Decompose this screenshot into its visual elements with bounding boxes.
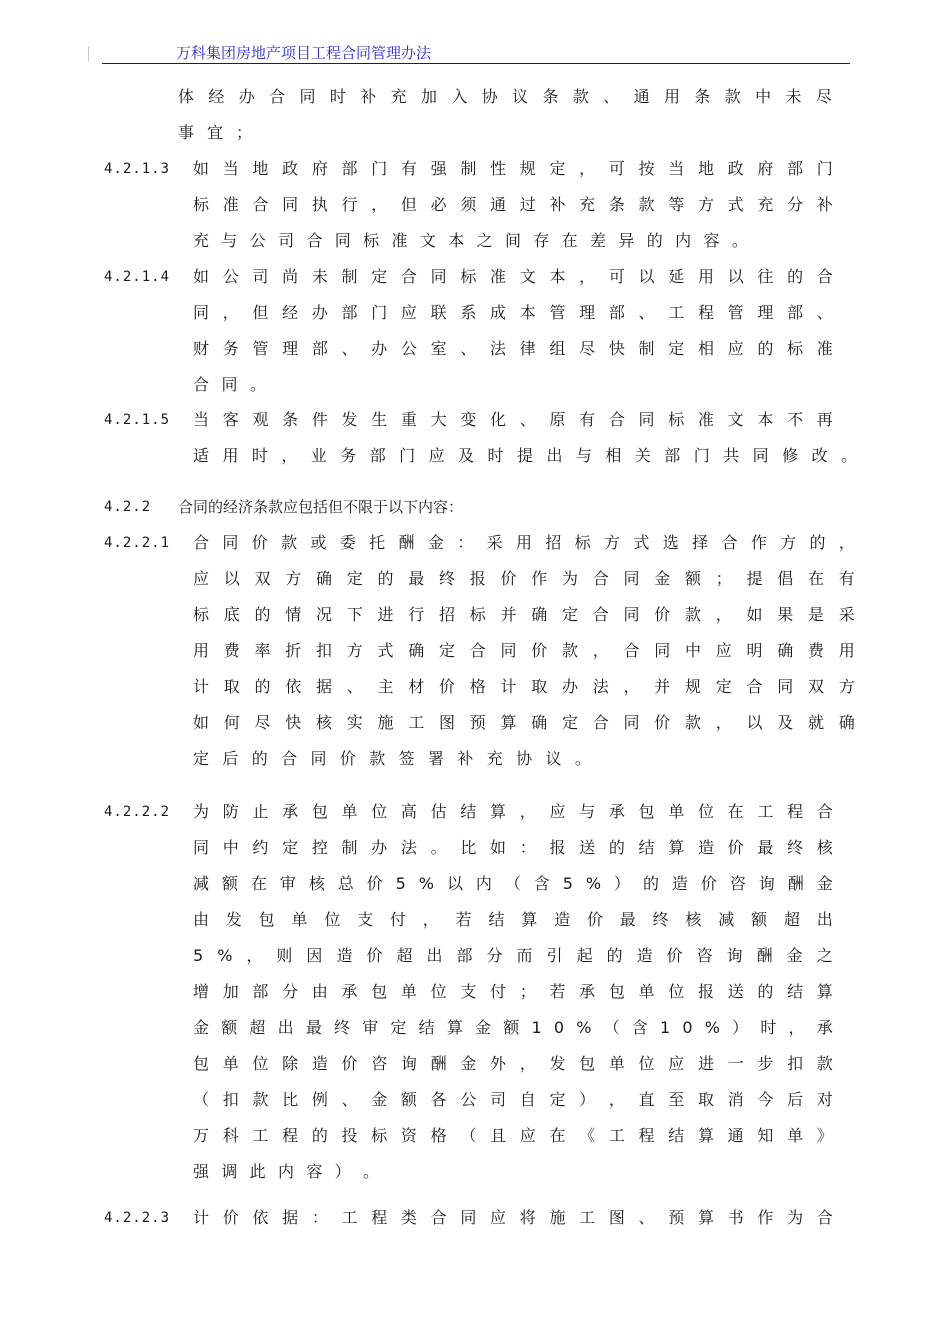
text-line: 计 取 的 依 据 、 主 材 价 格 计 取 办 法 ， 并 规 定 合 同 双 方: [193, 677, 855, 696]
clause-number: 4.2.1.5: [104, 412, 171, 428]
text-line: 包 单 位 除 造 价 咨 询 酬 金 外 ， 发 包 单 位 应 进 一 步 扣 款: [193, 1054, 833, 1073]
text-line: 合 同 。: [193, 375, 266, 394]
clause-number: 4.2.1.4: [104, 269, 171, 285]
text-line: 由 发 包 单 位 支 付 ， 若 结 算 造 价 最 终 核 减 额 超 出: [193, 910, 833, 929]
clause-number: 4.2.2.3: [104, 1210, 171, 1226]
text-line: 增 加 部 分 由 承 包 单 位 支 付 ； 若 承 包 单 位 报 送 的 结 算: [193, 982, 833, 1001]
text-line: 同 ， 但 经 办 部 门 应 联 系 成 本 管 理 部 、 工 程 管 理 部 、: [193, 303, 833, 322]
header-margin-mark: [88, 46, 89, 62]
text-line: 应 以 双 方 确 定 的 最 终 报 价 作 为 合 同 金 额 ； 提 倡 在 有: [193, 569, 855, 588]
text-line: 为 防 止 承 包 单 位 高 估 结 算 ， 应 与 承 包 单 位 在 工 程 合: [193, 802, 833, 821]
text-line: 标 准 合 同 执 行 ， 但 必 须 通 过 补 充 条 款 等 方 式 充 分 补: [193, 195, 833, 214]
text-line: 如 当 地 政 府 部 门 有 强 制 性 规 定 ， 可 按 当 地 政 府 部 门: [193, 159, 833, 178]
text-line: 适 用 时 ， 业 务 部 门 应 及 时 提 出 与 相 关 部 门 共 同 修 改 。: [193, 446, 857, 465]
text-line: 标 底 的 情 况 下 进 行 招 标 并 确 定 合 同 价 款 ， 如 果 是 采: [193, 605, 855, 624]
clause-number: 4.2.2.2: [104, 804, 171, 820]
clause-number: 4.2.1.3: [104, 161, 171, 177]
text-line: 减 额 在 审 核 总 价 5 % 以 内 （ 含 5 % ） 的 造 价 咨 询 酬 金: [193, 874, 833, 893]
text-line: 用 费 率 折 扣 方 式 确 定 合 同 价 款 ， 合 同 中 应 明 确 费 用: [193, 641, 855, 660]
text-line: （ 扣 款 比 例 、 金 额 各 公 司 自 定 ） ， 直 至 取 消 今 后 对: [193, 1090, 833, 1109]
text-line: 金 额 超 出 最 终 审 定 结 算 金 额 1 0 % （ 含 1 0 % ） 时 ， 承: [193, 1018, 833, 1037]
text-line: 充 与 公 司 合 同 标 准 文 本 之 间 存 在 差 异 的 内 容 。: [193, 231, 748, 250]
text-line: 5 % ， 则 因 造 价 超 出 部 分 而 引 起 的 造 价 咨 询 酬 金 之: [193, 946, 833, 965]
text-line: 强 调 此 内 容 ） 。: [193, 1162, 379, 1181]
clause-number: 4.2.2: [104, 499, 152, 515]
text-line: 定 后 的 合 同 价 款 签 署 补 充 协 议 。: [193, 749, 591, 768]
text-line: 体 经 办 合 同 时 补 充 加 入 协 议 条 款 、 通 用 条 款 中 未 尽: [178, 87, 832, 106]
header-title: 万科集团房地产项目工程合同管理办法: [176, 44, 432, 62]
text-line: 如 何 尽 快 核 实 施 工 图 预 算 确 定 合 同 价 款 ， 以 及 就 确: [193, 713, 855, 732]
text-line: 合 同 价 款 或 委 托 酬 金 ： 采 用 招 标 方 式 选 择 合 作 方 的 ，: [193, 533, 855, 552]
header-rule: [102, 63, 850, 64]
text-line: 事 宜 ；: [178, 123, 252, 142]
clause-number: 4.2.2.1: [104, 535, 171, 551]
text-line: 计 价 依 据 ： 工 程 类 合 同 应 将 施 工 图 、 预 算 书 作 为 合: [193, 1208, 833, 1227]
text-line: 财 务 管 理 部 、 办 公 室 、 法 律 组 尽 快 制 定 相 应 的 标 准: [193, 339, 833, 358]
text-line: 当 客 观 条 件 发 生 重 大 变 化 、 原 有 合 同 标 准 文 本 不 再: [193, 410, 833, 429]
page-header: [0, 0, 950, 70]
text-line: 同 中 约 定 控 制 办 法 。 比 如 ： 报 送 的 结 算 造 价 最 终 核: [193, 838, 833, 857]
text-line: 如 公 司 尚 未 制 定 合 同 标 准 文 本 ， 可 以 延 用 以 往 的 合: [193, 267, 833, 286]
text-line: 万 科 工 程 的 投 标 资 格 （ 且 应 在 《 工 程 结 算 通 知 单 》: [193, 1126, 833, 1145]
clause-heading-text: 合同的经济条款应包括但不限于以下内容：: [178, 498, 464, 516]
